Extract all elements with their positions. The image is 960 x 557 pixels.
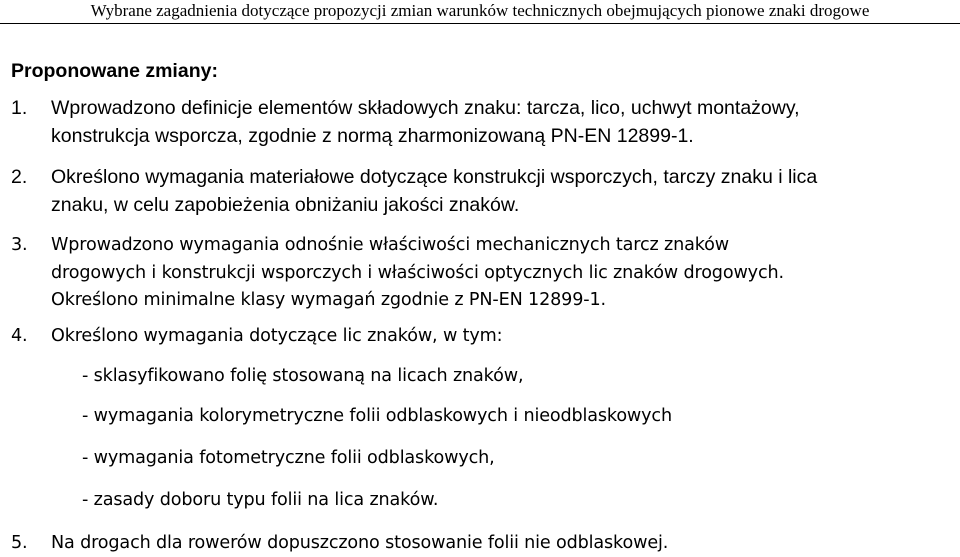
list-item-line: znaku, w celu zapobieżenia obniżaniu jakości znaków. — [51, 193, 520, 216]
list-item-number: 1. — [11, 97, 28, 119]
list-item-text — [51, 232, 951, 315]
sub-item: - sklasyfikowano folię stosowaną na licach znaków, — [82, 366, 524, 386]
list-item-line: konstrukcja wsporcza, zgodnie z normą zharmonizowaną PN-EN 12899-1. — [51, 124, 694, 147]
list-item-line: Określono wymagania materiałowe dotyczące konstrukcji wsporczych, tarczy znaku i lica — [51, 166, 818, 188]
list-item-text — [51, 323, 951, 351]
list-item-line: Wprowadzono definicje elementów składowych znaku: tarcza, lico, uchwyt montażowy, — [51, 97, 800, 119]
sub-item: - wymagania kolorymetryczne folii odblaskowych i nieodblaskowych — [82, 406, 672, 426]
list-item-line: Określono minimalne klasy wymagań zgodnie z PN-EN 12899-1. — [51, 290, 606, 310]
list-item-text — [51, 95, 951, 150]
sub-item: - zasady doboru typu folii na lica znaków. — [82, 490, 439, 510]
section-title: Proponowane zmiany: — [11, 60, 218, 82]
list-item-number: 4. — [11, 326, 28, 346]
list-item-number: 5. — [11, 533, 28, 553]
list-item-line: drogowych i konstrukcji wsporczych i właściwości optycznych lic znaków drogowych. — [51, 262, 784, 283]
list-item-line: Wprowadzono wymagania odnośnie właściwości mechanicznych tarcz znaków — [51, 235, 729, 255]
header-divider — [0, 23, 960, 24]
list-item-line: Na drogach dla rowerów dopuszczono stosowanie folii nie odblaskowej. — [51, 533, 669, 553]
list-item-line: Określono wymagania dotyczące lic znaków, w tym: — [51, 326, 503, 346]
list-item-number: 3. — [11, 235, 28, 255]
list-item-text — [51, 164, 951, 219]
list-item-text — [51, 530, 951, 557]
header-title: Wybrane zagadnienia dotyczące propozycji zmian warunków technicznych obejmujących pionowe znaki drogowe — [90, 1, 870, 20]
sub-item: - wymagania fotometryczne folii odblaskowych, — [82, 448, 495, 468]
list-item-number: 2. — [11, 166, 28, 188]
